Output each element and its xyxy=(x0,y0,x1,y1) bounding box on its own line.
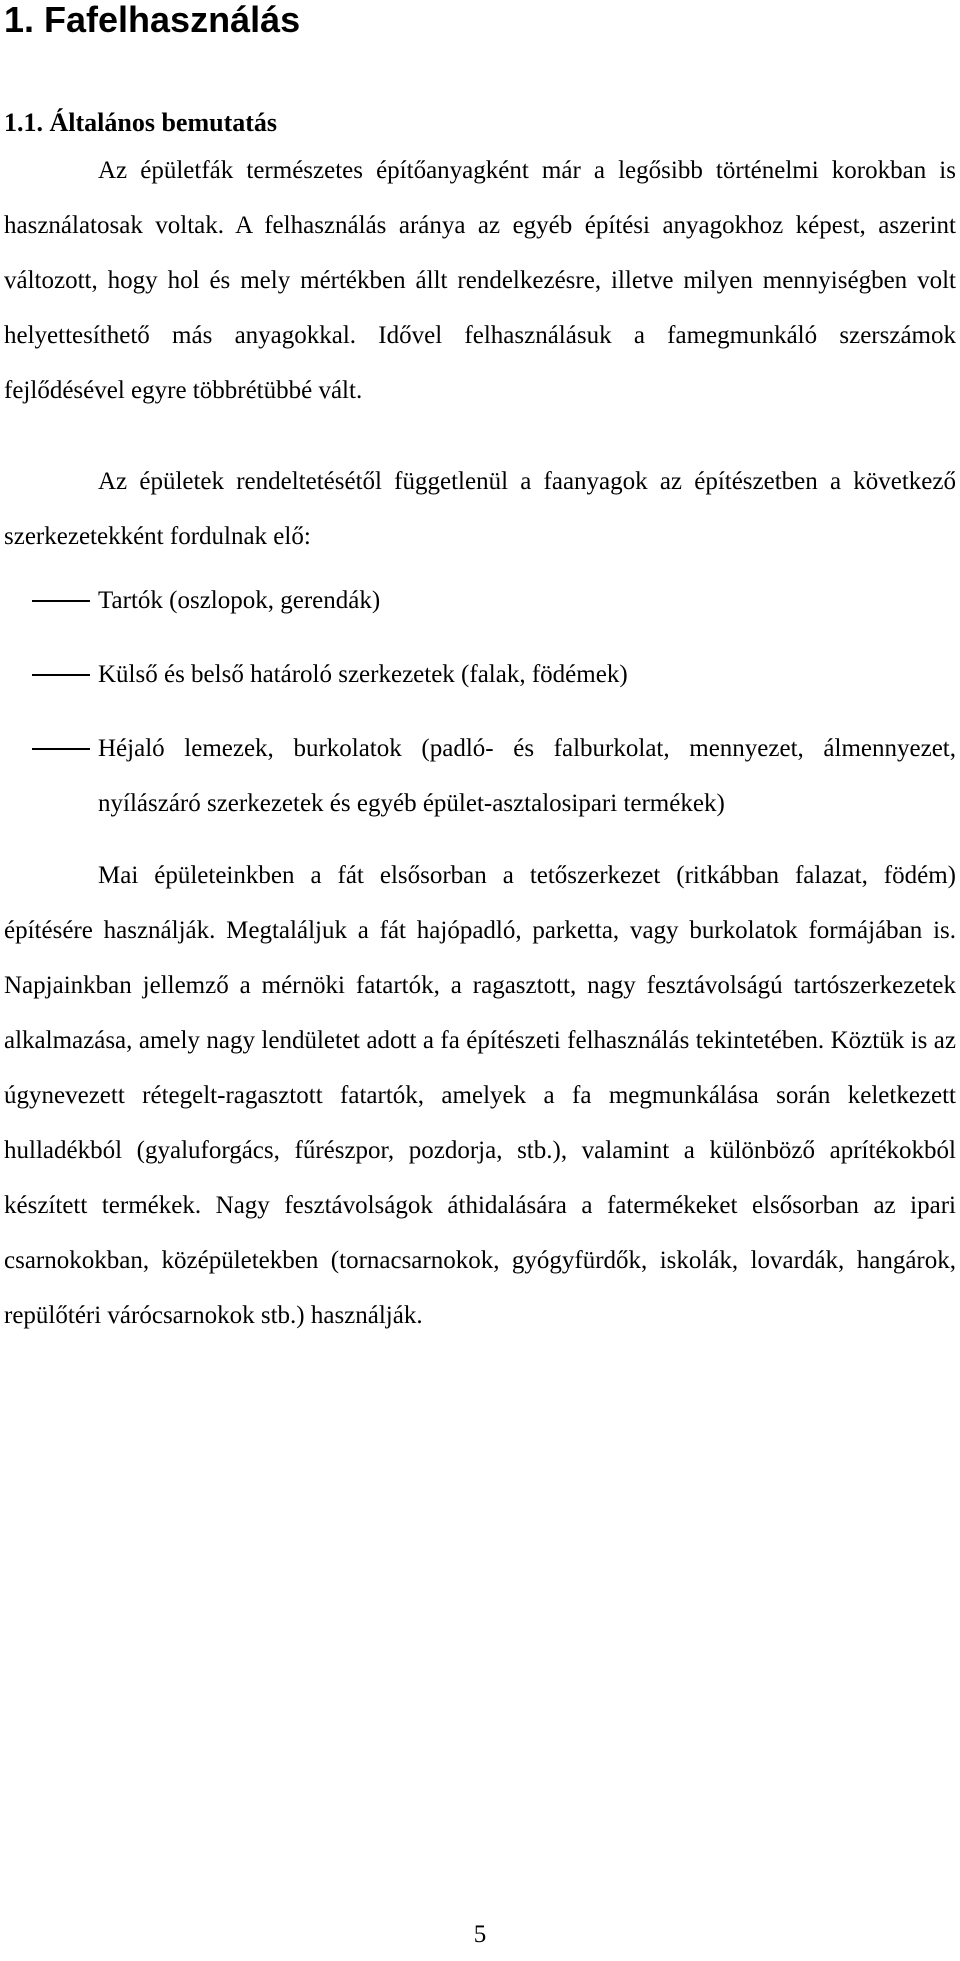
structure-list xyxy=(4,573,956,831)
structures-intro-text: Az épületek rendeltetésétől függetlenül a faanyagok az építészetben a következő szerkezetekként fordulnak elő: xyxy=(4,468,956,550)
page-number: 5 xyxy=(473,1921,487,1948)
dash-bullet xyxy=(32,748,90,750)
modern-usage-paragraph xyxy=(4,848,956,1343)
modern-usage-text: Mai épületeinkben a fát elsősorban a tetőszerkezet (ritkábban falazat, födém) építésére használják. Megtaláljuk a fát hajópadló, parketta, vagy burkolatok formájában is. Napjainkban jellemző a mérnöki fatartók, a ragasztott, nagy fesztávolságú tartószerkezetek alkalmazása, amely nagy lendületet adott a fa építészeti felhasználás tekintetében. Köztük is az úgynevezett rétegelt-ragasztott fatartók, amelyek a fa megmunkálása során keletkezett hulladékból (gyaluforgács, fűrészpor, pozdorja, stb.), valamint a különböző aprítékokból készített termékek. Nagy fesztávolságok áthidalására a fatermékeket elsősorban az ipari csarnokokban, középületekben (tornacsarnokok, gyógyfürdők, iskolák, lovardák, hangárok, repülőtéri várócsarnokok stb.) használják. xyxy=(4,862,956,1329)
list-item-text: Héjaló lemezek, burkolatok (padló- és falburkolat, mennyezet, álmennyezet, nyílászáró szerkezetek és egyéb épület-asztalosipari termékek) xyxy=(98,735,956,817)
dash-bullet xyxy=(32,674,90,676)
dash-bullet xyxy=(32,600,90,602)
list-item xyxy=(4,573,956,628)
list-item xyxy=(4,721,956,831)
structures-intro-paragraph xyxy=(4,454,956,564)
intro-paragraph-text: Az épületfák természetes építőanyagként már a legősibb történelmi korokban is használatosak voltak. A felhasználás aránya az egyéb építési anyagokhoz képest, aszerint változott, hogy hol és mely mértékben állt rendelkezésre, illetve milyen mennyiségben volt helyettesíthető más anyagokkal. Idővel felhasználásuk a famegmunkáló szerszámok fejlődésével egyre többrétübbé vált. xyxy=(4,157,956,404)
intro-paragraph xyxy=(4,143,956,418)
section-title: 1.1. Általános bemutatás xyxy=(4,108,278,137)
list-item-text: Tartók (oszlopok, gerendák) xyxy=(98,587,381,614)
chapter-title: 1. Fafelhasználás xyxy=(4,0,301,40)
list-item xyxy=(4,647,956,702)
list-item-text: Külső és belső határoló szerkezetek (falak, födémek) xyxy=(98,661,628,688)
